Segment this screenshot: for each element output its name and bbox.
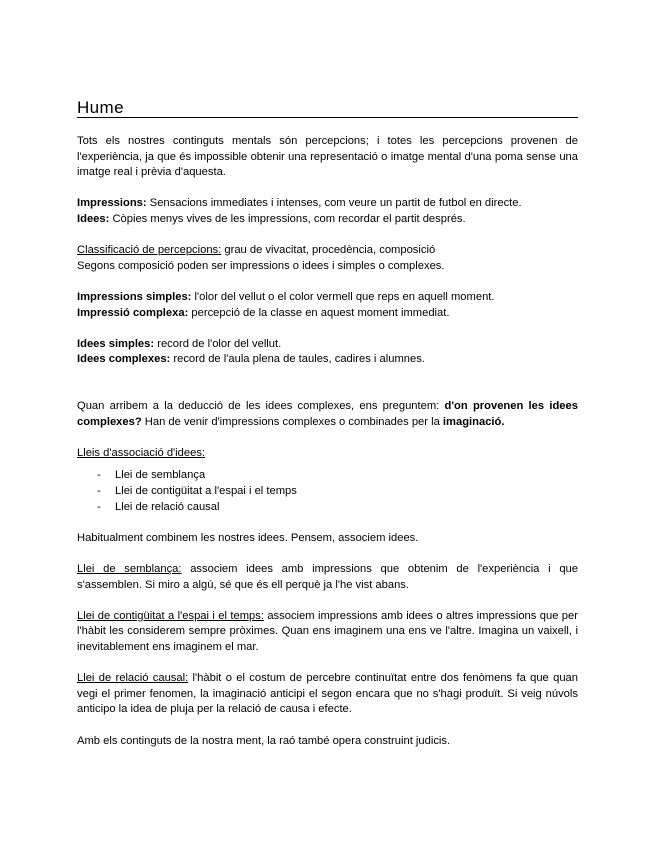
idees-text: Còpies menys vives de les impressions, com recordar el partit després. [109, 212, 466, 225]
title-rule [77, 98, 578, 118]
habitualment-paragraph: Habitualment combinem les nostres idees. Pensem, associem idees. [77, 531, 419, 544]
lleis-heading-text: Lleis d'associació d'idees: [77, 446, 206, 459]
classificacio-term: Classificació de percepcions: [77, 244, 222, 257]
contiguitat-text: associem impressions amb idees o altres impressions que per l'hàbit les considerem sempre pròximes. Quan ens imaginem una ens ve l'altre. Imagina un vaixell, i inevitablement ens imaginem el mar. [77, 609, 578, 653]
deduccio-text-1: Quan arribem a la deducció de les idees complexes, ens preguntem: [77, 400, 445, 413]
list-item-text: Llei de semblança [115, 469, 206, 482]
impressio-complexa-line [77, 306, 578, 322]
lleis-heading [77, 446, 578, 462]
idees-complexes-text: record de l'aula plena de taules, cadires i alumnes. [170, 353, 425, 366]
impressio-complexa-term: Impressió complexa: [77, 306, 189, 319]
impressions-definition [77, 196, 578, 212]
impressions-text: Sensacions immediates i intenses, com veure un partit de futbol en directe. [146, 197, 522, 210]
list-item-text: Llei de contigüitat a l'espai i el temps [115, 485, 297, 498]
deduccio-text-2: Han de venir d'impressions complexes o combinades per la [141, 415, 443, 428]
semblanca-term: Llei de semblança: [77, 563, 182, 576]
list-item-text: Llei de relació causal [115, 500, 220, 513]
dash-bullet: - [97, 485, 101, 498]
causal-text: l'hàbit o el costum de percebre continuïtat entre dos fenòmens fa que quan vegi el primer fenomen, la imaginació anticipi el segon encara que no s'hagi produït. Si veig núvols anticipo la idea de pluja per la relació de causa i efecte. [77, 672, 578, 716]
semblanca-text: associem idees amb impressions que obtenim de l'experiència i que s'assemblen. Si miro a algú, sé que és ell perquè ja l'he vist abans. [77, 563, 578, 591]
classificacio-text: grau de vivacitat, procedència, composició [221, 244, 436, 257]
composicio-line: Segons composició poden ser impressions o idees i simples o complexes. [77, 259, 445, 272]
deduccio-paragraph [77, 399, 578, 430]
idees-simples-line [77, 337, 578, 353]
page-title: Hume [77, 98, 124, 117]
document-page [77, 98, 578, 749]
list-item [77, 484, 578, 500]
impressions-simples-line [77, 290, 578, 306]
contiguitat-term: Llei de contigüitat a l'espai i el temps: [77, 609, 264, 622]
semblanca-paragraph [77, 562, 578, 593]
classificacio-line [77, 243, 578, 259]
conclusio-paragraph: Amb els continguts de la nostra ment, la raó també opera construint judicis. [77, 734, 451, 747]
contiguitat-paragraph [77, 609, 578, 656]
idees-complexes-term: Idees complexes: [77, 353, 171, 366]
dash-bullet: - [97, 469, 101, 482]
list-item [77, 468, 578, 484]
dash-bullet: - [97, 500, 101, 513]
impressio-complexa-text: percepció de la classe en aquest moment immediat. [188, 306, 450, 319]
lleis-list [77, 468, 578, 515]
intro-paragraph: Tots els nostres continguts mentals són percepcions; i totes les percepcions provenen de l'experiència, ja que és impossible obtenir una representació o imatge mental d'una poma sense una imatge real i prèvia d'aquesta. [77, 135, 578, 179]
idees-definition [77, 212, 578, 228]
idees-complexes-line [77, 352, 578, 368]
deduccio-question: d'on provenen les idees complexes? [77, 400, 578, 428]
list-item [77, 500, 578, 516]
causal-term: Llei de relació causal: [77, 672, 189, 685]
deduccio-imaginacio: imaginació. [442, 415, 505, 428]
causal-paragraph [77, 671, 578, 718]
impressions-term: Impressions: [77, 197, 147, 210]
idees-simples-text: record de l'olor del vellut. [154, 337, 282, 350]
impressions-simples-text: l'olor del vellut o el color vermell que reps en aquell moment. [191, 290, 495, 303]
impressions-simples-term: Impressions simples: [77, 290, 192, 303]
idees-term: Idees: [77, 212, 110, 225]
idees-simples-term: Idees simples: [77, 337, 155, 350]
